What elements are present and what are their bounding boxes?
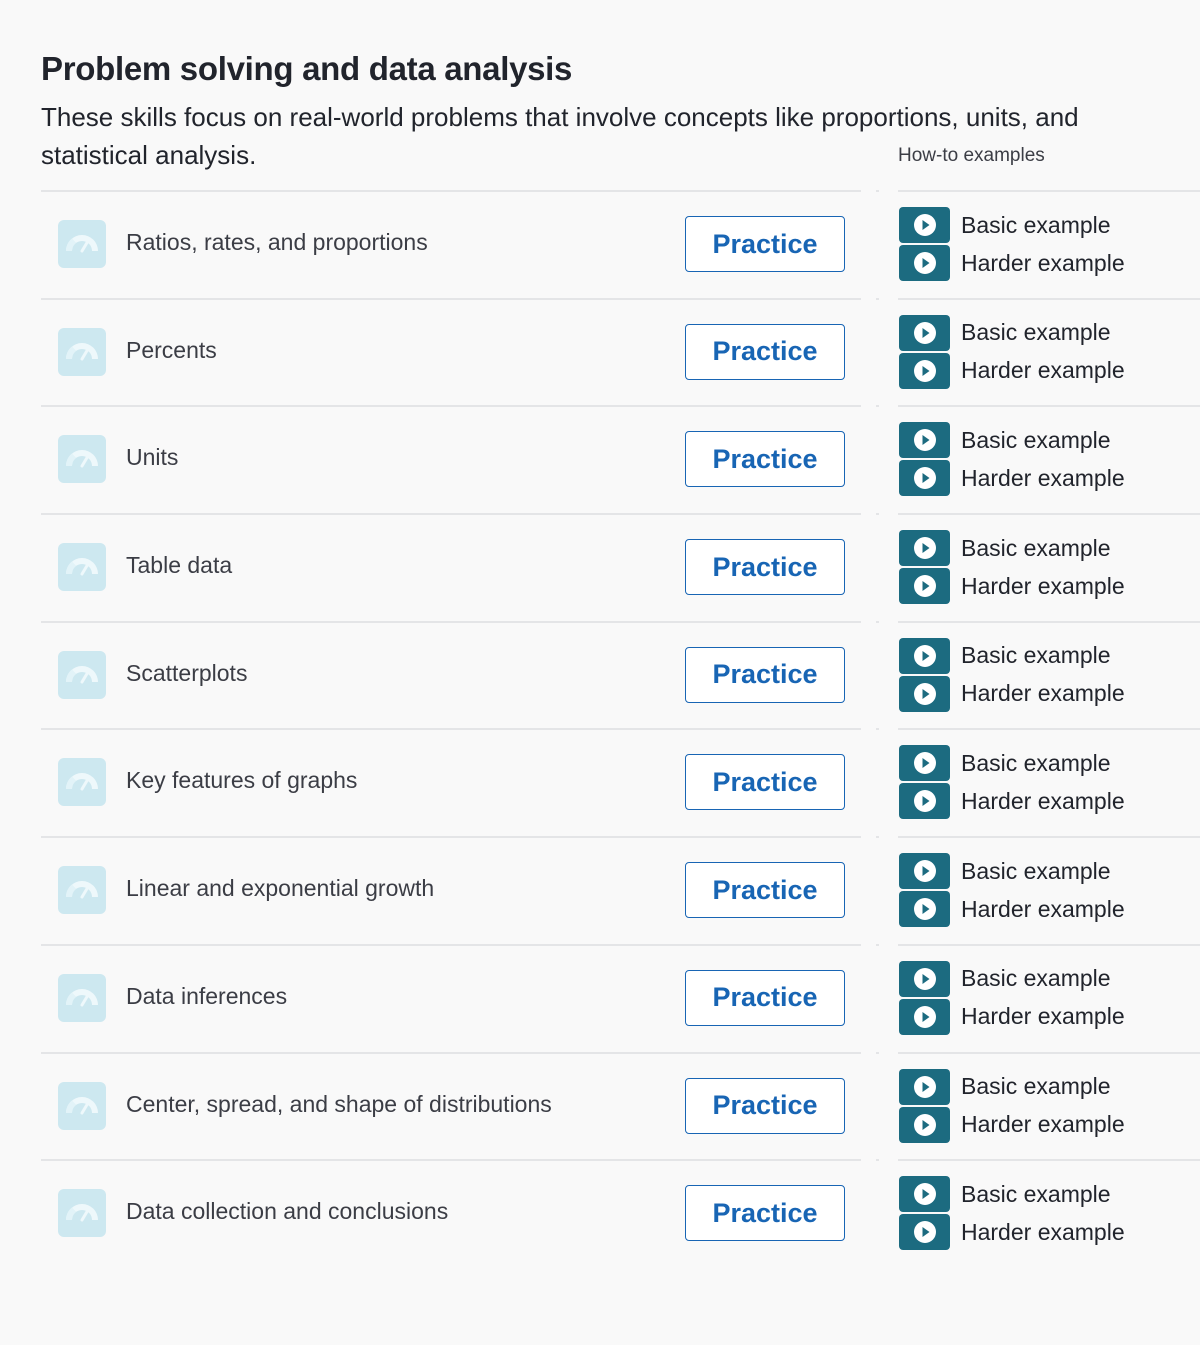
play-icon (899, 207, 950, 243)
harder-example-link[interactable] (899, 999, 1199, 1035)
harder-example-link[interactable] (899, 1107, 1199, 1143)
harder-example-link[interactable] (899, 676, 1199, 712)
row-divider-dot (876, 513, 879, 515)
basic-example-link[interactable] (899, 315, 1199, 351)
skill-row (0, 1159, 1200, 1267)
harder-example-label: Harder example (961, 464, 1125, 491)
harder-example-label: Harder example (961, 1218, 1125, 1245)
basic-example-label: Basic example (961, 319, 1111, 346)
skill-name: Ratios, rates, and proportions (126, 229, 428, 255)
play-icon (899, 999, 950, 1035)
speedometer-icon (58, 1189, 106, 1237)
harder-example-label: Harder example (961, 680, 1125, 707)
basic-example-link[interactable] (899, 207, 1199, 243)
basic-example-link[interactable] (899, 853, 1199, 889)
harder-example-link[interactable] (899, 245, 1199, 281)
practice-button[interactable] (685, 754, 845, 810)
basic-example-link[interactable] (899, 745, 1199, 781)
row-divider (41, 298, 861, 300)
row-divider (41, 944, 861, 946)
speedometer-icon (58, 758, 106, 806)
row-divider (41, 513, 861, 515)
harder-example-link[interactable] (899, 353, 1199, 389)
skill-name: Scatterplots (126, 659, 248, 686)
play-icon (899, 745, 950, 781)
skill-name: Key features of graphs (126, 767, 358, 794)
skill-row (0, 190, 1200, 298)
row-divider-right (898, 1159, 1200, 1161)
basic-example-link[interactable] (899, 422, 1199, 458)
play-icon (899, 1107, 950, 1143)
practice-button[interactable] (685, 1185, 845, 1241)
practice-button-label: Practice (712, 766, 818, 797)
skill-row (0, 513, 1200, 621)
play-icon (899, 853, 950, 889)
harder-example-label: Harder example (961, 357, 1125, 384)
practice-button[interactable] (685, 862, 845, 918)
basic-example-label: Basic example (961, 642, 1111, 669)
play-icon (899, 315, 950, 351)
skill-row (0, 298, 1200, 406)
basic-example-label: Basic example (961, 749, 1111, 776)
basic-example-label: Basic example (961, 965, 1111, 992)
row-divider (41, 836, 861, 838)
basic-example-label: Basic example (961, 857, 1111, 884)
skills-list (0, 190, 1200, 1267)
row-divider-dot (876, 1159, 879, 1161)
basic-example-label: Basic example (961, 1180, 1111, 1207)
row-divider (41, 1159, 861, 1161)
play-icon (899, 783, 950, 819)
play-icon (899, 638, 950, 674)
skill-name: Center, spread, and shape of distributions (126, 1090, 552, 1117)
practice-button-label: Practice (712, 659, 818, 690)
skill-row (0, 621, 1200, 729)
harder-example-label: Harder example (961, 1003, 1125, 1030)
section-description: These skills focus on real-world problems that involve concepts like proportions, units, and statistical analysis. (41, 102, 1079, 170)
speedometer-icon (58, 328, 106, 376)
skill-row (0, 405, 1200, 513)
practice-button-label: Practice (712, 551, 818, 582)
practice-button[interactable] (685, 647, 845, 703)
speedometer-icon (58, 866, 106, 914)
row-divider-right (898, 728, 1200, 730)
row-divider-dot (876, 944, 879, 946)
skill-name: Percents (126, 336, 217, 363)
practice-button-label: Practice (712, 443, 818, 474)
row-divider-dot (876, 1052, 879, 1054)
row-divider-dot (876, 190, 879, 192)
row-divider-dot (876, 836, 879, 838)
play-icon (899, 891, 950, 927)
page-title: Problem solving and data analysis (41, 50, 573, 87)
basic-example-label: Basic example (961, 211, 1111, 238)
speedometer-icon (58, 651, 106, 699)
basic-example-label: Basic example (961, 534, 1111, 561)
row-divider-dot (876, 728, 879, 730)
row-divider-right (898, 190, 1200, 192)
practice-button-label: Practice (712, 228, 818, 259)
basic-example-label: Basic example (961, 426, 1111, 453)
practice-button[interactable] (685, 1078, 845, 1134)
row-divider (41, 190, 861, 192)
basic-example-link[interactable] (899, 530, 1199, 566)
row-divider-dot (876, 621, 879, 623)
harder-example-link[interactable] (899, 568, 1199, 604)
row-divider (41, 405, 861, 407)
play-icon (899, 676, 950, 712)
row-divider (41, 728, 861, 730)
skill-name: Table data (126, 552, 233, 579)
harder-example-label: Harder example (961, 249, 1125, 276)
skill-row (0, 728, 1200, 836)
row-divider-right (898, 836, 1200, 838)
practice-button-label: Practice (712, 336, 818, 367)
skill-row (0, 836, 1200, 944)
row-divider-right (898, 621, 1200, 623)
practice-button[interactable] (685, 324, 845, 380)
row-divider-dot (876, 298, 879, 300)
row-divider-dot (876, 405, 879, 407)
practice-button-label: Practice (712, 982, 818, 1013)
basic-example-link[interactable] (899, 1176, 1199, 1212)
practice-button[interactable] (685, 216, 845, 272)
play-icon (899, 530, 950, 566)
play-icon (899, 1176, 950, 1212)
skill-row (0, 1052, 1200, 1160)
row-divider-right (898, 1052, 1200, 1054)
skill-name: Units (126, 444, 179, 471)
basic-example-link[interactable] (899, 638, 1199, 674)
play-icon (899, 245, 950, 281)
harder-example-label: Harder example (961, 895, 1125, 922)
basic-example-link[interactable] (899, 1069, 1199, 1105)
row-divider-right (898, 944, 1200, 946)
harder-example-link[interactable] (899, 891, 1199, 927)
practice-button[interactable] (685, 431, 845, 487)
row-divider (41, 1052, 861, 1054)
speedometer-icon (58, 543, 106, 591)
practice-button[interactable] (685, 970, 845, 1026)
howto-examples-header: How-to examples (898, 145, 1045, 166)
play-icon (899, 353, 950, 389)
speedometer-icon (58, 435, 106, 483)
play-icon (899, 961, 950, 997)
harder-example-link[interactable] (899, 783, 1199, 819)
harder-example-label: Harder example (961, 787, 1125, 814)
basic-example-label: Basic example (961, 1073, 1111, 1099)
speedometer-icon (58, 974, 106, 1022)
skill-name: Data inferences (126, 982, 288, 1009)
practice-button-label: Practice (712, 874, 818, 905)
practice-button-label: Practice (712, 1197, 818, 1228)
play-icon (899, 1069, 950, 1105)
harder-example-label: Harder example (961, 572, 1125, 599)
practice-button[interactable] (685, 539, 845, 595)
play-icon (899, 460, 950, 496)
skill-row (0, 944, 1200, 1052)
harder-example-link[interactable] (899, 460, 1199, 496)
speedometer-icon (58, 220, 106, 268)
speedometer-icon (58, 1082, 106, 1130)
row-divider (41, 621, 861, 623)
harder-example-label: Harder example (961, 1111, 1125, 1137)
skill-name: Data collection and conclusions (126, 1198, 449, 1225)
play-icon (899, 1214, 950, 1250)
practice-button-label: Practice (712, 1090, 818, 1120)
basic-example-link[interactable] (899, 961, 1199, 997)
harder-example-link[interactable] (899, 1214, 1199, 1250)
play-icon (899, 422, 950, 458)
play-icon (899, 568, 950, 604)
row-divider-right (898, 513, 1200, 515)
row-divider-right (898, 405, 1200, 407)
row-divider-right (898, 298, 1200, 300)
skill-name: Linear and exponential growth (126, 875, 435, 902)
